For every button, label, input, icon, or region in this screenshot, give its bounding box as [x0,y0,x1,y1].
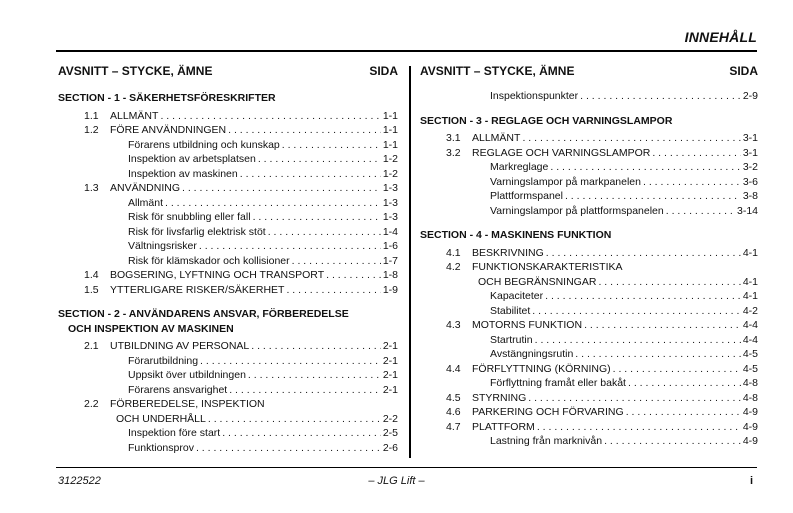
toc-entry[interactable] [420,131,758,146]
entry-title: OCH BEGRÄNSNINGAR [478,275,597,288]
column-header-subject: AVSNITT – STYCKE, ÄMNE [58,64,213,78]
leader-dots [580,89,741,104]
toc-entry[interactable] [58,339,398,354]
entry-title: Inspektion före start [128,427,221,439]
entry-page: 2-1 [382,340,398,352]
section-1-title[interactable]: SECTION - 1 - SÄKERHETSFÖRESKRIFTER [58,92,276,104]
entry-title: Förarens ansvarighet [128,383,228,396]
entry-number: 2.2 [84,398,99,410]
entry-number: 4.7 [446,420,461,433]
leader-dots [228,123,381,138]
entry-title: FÖRBEREDELSE, INSPEKTION [110,398,265,410]
leader-dots [229,383,381,398]
entry-page: 4-2 [742,304,758,317]
entry-page: 2-6 [382,441,398,454]
leader-dots [532,304,741,319]
leader-dots [240,167,381,182]
toc-entry[interactable] [58,412,398,427]
entry-title: Förflyttning framåt eller bakåt [490,377,626,389]
section-2-entries-more [58,426,398,455]
entry-title: Funktionsprov [128,441,194,454]
entry-number: 1.5 [84,283,99,296]
toc-entry[interactable] [420,376,758,391]
entry-title: Varningslampor på plattformspanelen [490,204,664,217]
toc-entry[interactable] [58,152,398,167]
leader-dots [253,210,381,225]
leader-dots [251,339,381,354]
entry-page: 3-1 [742,132,758,144]
entry-title: BESKRIVNING [472,246,544,259]
entry-page: 3-14 [736,204,758,217]
entry-title: UTBILDNING AV PERSONAL [110,340,250,352]
entry-title: REGLAGE OCH VARNINGSLAMPOR [472,146,651,159]
footer-brand: – JLG Lift – [368,475,425,487]
toc-entry[interactable] [420,434,758,449]
entry-number: 1.3 [84,182,99,194]
leader-dots [535,333,741,348]
toc-entry[interactable] [420,189,758,204]
toc-entry[interactable] [58,254,398,269]
entry-number: 3.1 [446,132,461,144]
entry-page: 4-9 [742,406,758,418]
entry-page: 1-3 [382,196,398,209]
entry-page: 2-9 [742,90,758,102]
toc-entry[interactable] [58,368,398,383]
header-rule [56,50,757,52]
entry-title: Inspektion av maskinen [128,167,238,180]
entry-title: Allmänt [128,196,164,209]
section-2-title[interactable]: SECTION - 2 - ANVÄNDARENS ANSVAR, FÖRBEREDELSE [58,308,349,320]
leader-dots [282,138,381,153]
toc-entry[interactable] [420,246,758,261]
toc-entry[interactable] [420,318,758,333]
toc-entry[interactable] [420,304,758,319]
leader-dots [199,239,381,254]
toc-entry[interactable] [420,204,758,219]
section-2-title-cont[interactable]: OCH INSPEKTION AV MASKINEN [68,322,234,335]
entry-title: Risk för snubbling eller fall [128,211,251,223]
entry-page: 4-4 [742,319,758,331]
toc-entry[interactable] [420,347,758,362]
leader-dots [613,362,741,377]
entry-page: 1-2 [382,153,398,165]
leader-dots [565,189,741,204]
entry-number: 4.5 [446,391,461,404]
toc-entry[interactable] [420,289,758,304]
entry-page: 1-1 [382,138,398,151]
toc-entry[interactable] [420,275,758,290]
entry-title: Förarens utbildning och kunskap [128,138,280,151]
toc-right-column [420,63,758,449]
column-divider [409,66,411,458]
entry-page: 3-1 [742,146,758,159]
leader-dots [160,109,380,124]
leader-dots [537,420,741,435]
entry-title: ALLMÄNT [110,109,159,122]
entry-page: 2-5 [382,427,398,439]
column-header [420,63,758,79]
leader-dots [643,175,741,190]
leader-dots [292,254,381,269]
entry-page: 4-8 [742,391,758,404]
toc-entry[interactable] [420,362,758,377]
leader-dots [550,160,740,175]
leader-dots [326,268,381,283]
entry-title: Varningslampor på markpanelen [490,175,641,188]
entry-number: 4.3 [446,319,461,331]
entry-number: 4.6 [446,406,461,418]
entry-page: 1-3 [382,211,398,223]
entry-page: 1-6 [382,240,398,252]
leader-dots [575,347,741,362]
entry-title: MOTORNS FUNKTION [472,319,583,331]
toc-entry[interactable] [58,225,398,240]
entry-number: 4.2 [446,261,461,273]
leader-dots [604,434,741,449]
column-header-subject: AVSNITT – STYCKE, ÄMNE [420,64,575,78]
entry-title: ALLMÄNT [472,132,521,144]
entry-title: FÖRE ANVÄNDNINGEN [110,124,227,136]
toc-entry[interactable] [420,405,758,420]
entry-title: Avstängningsrutin [490,348,574,360]
entry-page: 2-1 [382,369,398,381]
toc-entry[interactable] [420,260,758,275]
section-3-entries [420,131,758,218]
leader-dots [545,289,741,304]
leader-dots [652,146,740,161]
entry-page: 4-4 [742,333,758,346]
section-2-entries [58,339,398,397]
leader-dots [528,391,741,406]
toc-entry[interactable] [58,397,398,412]
toc-left-column [58,63,398,455]
toc-entry[interactable] [58,109,398,124]
toc-entry[interactable] [420,160,758,175]
leader-dots [268,225,381,240]
leader-dots [222,426,381,441]
toc-entry[interactable] [58,196,398,211]
entry-page: 4-5 [742,348,758,360]
entry-number: 2.1 [84,340,99,352]
entry-title: OCH UNDERHÅLL [116,412,206,425]
entry-page: 2-1 [382,354,398,367]
toc-entry[interactable] [58,383,398,398]
entry-title: Uppsikt över utbildningen [128,369,246,381]
entry-page: 1-8 [382,269,398,281]
column-header [58,63,398,79]
entry-title: Inspektionspunkter [490,90,579,102]
toc-entry[interactable] [58,354,398,369]
entry-title: STYRNING [472,391,527,404]
leader-dots [196,441,381,456]
entry-number: 1.1 [84,109,99,122]
leader-dots [522,131,740,146]
entry-page: 4-8 [742,377,758,389]
toc-entry[interactable] [420,333,758,348]
section-4-title[interactable]: SECTION - 4 - MASKINENS FUNKTION [420,229,612,241]
entry-title: Markreglage [490,161,549,173]
toc-entry[interactable] [58,210,398,225]
toc-entry[interactable] [420,146,758,161]
leader-dots [546,246,741,261]
entry-title: PARKERING OCH FÖRVARING [472,406,624,418]
section-1-entries [58,109,398,298]
page-title: INNEHÅLL [684,29,757,45]
entry-page: 2-2 [382,412,398,425]
entry-title: Stabilitet [490,304,531,317]
entry-page: 4-5 [742,362,758,375]
entry-page: 3-6 [742,175,758,188]
entry-title: Risk för livsfarlig elektrisk stöt [128,225,266,238]
entry-number: 1.2 [84,124,99,136]
entry-number: 4.1 [446,246,461,259]
leader-dots [200,354,381,369]
entry-title: Inspektion av arbetsplatsen [128,153,256,165]
toc-entry[interactable] [420,391,758,406]
entry-page: 4-1 [742,275,758,288]
entry-page: 1-3 [382,182,398,194]
column-header-page: SIDA [729,64,758,78]
toc-entry[interactable] [58,181,398,196]
entry-page: 4-1 [742,246,758,259]
leader-dots [248,368,381,383]
section-4-entries-more [420,289,758,449]
entry-title: Kapaciteter [490,290,544,302]
toc-entry[interactable] [58,441,398,456]
entry-page: 1-4 [382,225,398,238]
entry-page: 4-9 [742,435,758,447]
entry-number: 4.4 [446,362,461,375]
entry-title: FUNKTIONSKARAKTERISTIKA [472,261,623,273]
entry-page: 4-1 [742,290,758,302]
entry-page: 1-9 [382,283,398,296]
entry-page: 1-7 [382,254,398,267]
page-number: i [749,475,753,487]
document-number: 3122522 [58,475,101,487]
entry-title: Risk för klämskador och kollisioner [128,254,290,267]
entry-title: Plattformspanel [490,190,563,202]
entry-page: 3-2 [742,161,758,173]
entry-title: ANVÄNDNING [110,182,181,194]
leader-dots [286,283,380,298]
toc-entry[interactable] [58,123,398,138]
toc-entry[interactable] [58,268,398,283]
entry-page: 4-9 [742,420,758,433]
column-header-page: SIDA [369,64,398,78]
toc-entry[interactable] [58,426,398,441]
toc-entry[interactable] [420,89,758,104]
entry-title: YTTERLIGARE RISKER/SÄKERHET [110,283,285,296]
toc-entry[interactable] [58,239,398,254]
entry-title: BOGSERING, LYFTNING OCH TRANSPORT [110,269,325,281]
entry-page: 3-8 [742,190,758,202]
entry-title: Startrutin [490,333,533,346]
leader-dots [258,152,381,167]
entry-number: 3.2 [446,146,461,159]
section-3-title[interactable]: SECTION - 3 - REGLAGE OCH VARNINGSLAMPOR [420,114,673,127]
entry-page: 1-2 [382,167,398,180]
entry-title: Lastning från marknivån [490,435,603,447]
entry-page: 1-1 [382,109,398,122]
leader-dots [584,318,741,333]
leader-dots [666,204,735,219]
entry-page: 2-1 [382,383,398,396]
toc-entry[interactable] [58,167,398,182]
leader-dots [628,376,741,391]
entry-title: Vältningsrisker [128,240,197,252]
entry-title: PLATTFORM [472,420,535,433]
leader-dots [182,181,381,196]
leader-dots [598,275,740,290]
footer-rule [56,467,757,468]
entry-page: 1-1 [382,124,398,136]
leader-dots [626,405,741,420]
toc-entry[interactable] [58,138,398,153]
toc-entry[interactable] [420,175,758,190]
leader-dots [165,196,381,211]
leader-dots [208,412,381,427]
entry-number: 1.4 [84,269,99,281]
entry-title: Förarutbildning [128,354,199,367]
toc-entry[interactable] [420,420,758,435]
section-4-entries [420,246,758,261]
toc-entry[interactable] [58,283,398,298]
entry-title: FÖRFLYTTNING (KÖRNING) [472,362,611,375]
